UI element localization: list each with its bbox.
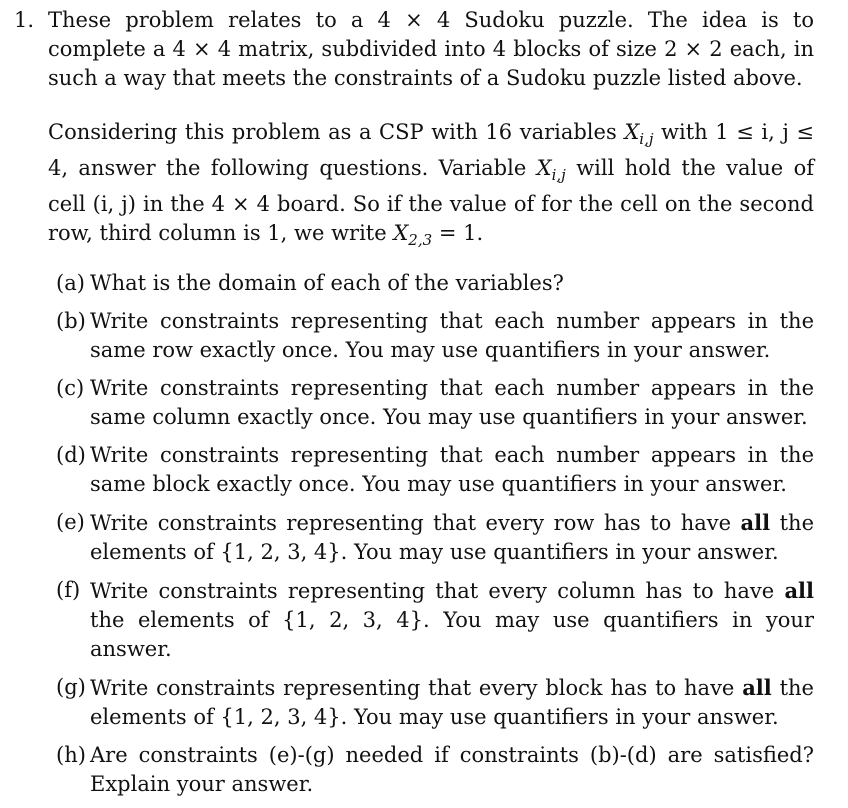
emphasis-all: all <box>742 675 772 700</box>
question-list <box>48 269 814 799</box>
csp-variable-3: X <box>393 221 409 245</box>
question-label: (h) <box>56 743 86 767</box>
emphasis-all: all <box>784 578 814 603</box>
question-g <box>48 673 814 732</box>
intro-paragraph: These problem relates to a 4 × 4 Sudoku puzzle. The idea is to complete a 4 × 4 matrix, subdivided into 4 blocks of size 2 × 2 each, in such a way that meets the constraints of a Sudoku puzzle listed above. <box>48 8 814 90</box>
question-text-pre: Write constraints representing that every column has to have <box>90 579 785 603</box>
question-text: What is the domain of each of the variables? <box>90 271 564 295</box>
csp-example-subscript: 2,3 <box>408 231 433 249</box>
csp-text-3: will hold the value of cell (i, j) in the 4 × 4 board. So if the value of for the cell on the second row, third column is 1, we write <box>48 156 815 245</box>
question-text: Write constraints representing that each number appears in the same column exactly once. You may use quantifiers in your answer. <box>90 376 814 429</box>
question-f <box>48 576 814 664</box>
question-a <box>48 269 814 298</box>
question-text-post: the elements of {1, 2, 3, 4}. You may use quantifiers in your answer. <box>90 511 814 564</box>
question-b <box>48 307 814 365</box>
csp-text-4: = 1. <box>432 221 484 245</box>
question-label: (a) <box>56 271 85 295</box>
question-label: (f) <box>56 578 81 602</box>
question-text <box>90 576 814 664</box>
problem-number: 1. <box>14 8 35 32</box>
question-label: (d) <box>56 443 86 467</box>
csp-variable: X <box>624 120 640 144</box>
question-text <box>90 508 814 567</box>
csp-variable-2: X <box>536 156 552 180</box>
question-label: (c) <box>56 376 85 400</box>
question-text: Are constraints (e)-(g) needed if constraints (b)-(d) are satisfied? Explain your answer. <box>90 743 814 796</box>
question-d <box>48 441 814 499</box>
csp-text-1: Considering this problem as a CSP with 16 variables <box>48 120 625 144</box>
question-text <box>90 673 814 732</box>
csp-text-2: with 1 ≤ i, j ≤ 4, answer the following questions. Variable <box>48 120 814 180</box>
problem-1 <box>14 6 814 808</box>
question-text: Write constraints representing that each number appears in the same block exactly once. You may use quantifiers in your answer. <box>90 443 814 496</box>
question-label: (g) <box>56 675 86 699</box>
csp-paragraph <box>48 118 814 255</box>
question-label: (b) <box>56 309 86 333</box>
csp-variable-subscript-2: i,j <box>551 166 566 184</box>
question-label: (e) <box>56 510 85 534</box>
question-text-pre: Write constraints representing that every row has to have <box>90 511 741 535</box>
question-text: Write constraints representing that each number appears in the same row exactly once. You may use quantifiers in your answer. <box>90 309 814 362</box>
question-text-post: the elements of {1, 2, 3, 4}. You may use quantifiers in your answer. <box>90 676 814 729</box>
question-text-pre: Write constraints representing that every block has to have <box>90 676 743 700</box>
emphasis-all: all <box>740 510 771 535</box>
question-c <box>48 374 814 432</box>
problem-header <box>14 6 814 808</box>
csp-variable-subscript: i,j <box>639 130 654 148</box>
question-text-post: the elements of {1, 2, 3, 4}. You may use quantifiers in your answer. <box>90 608 814 661</box>
problem-body <box>48 6 814 808</box>
question-h <box>48 741 814 799</box>
question-e <box>48 508 814 567</box>
